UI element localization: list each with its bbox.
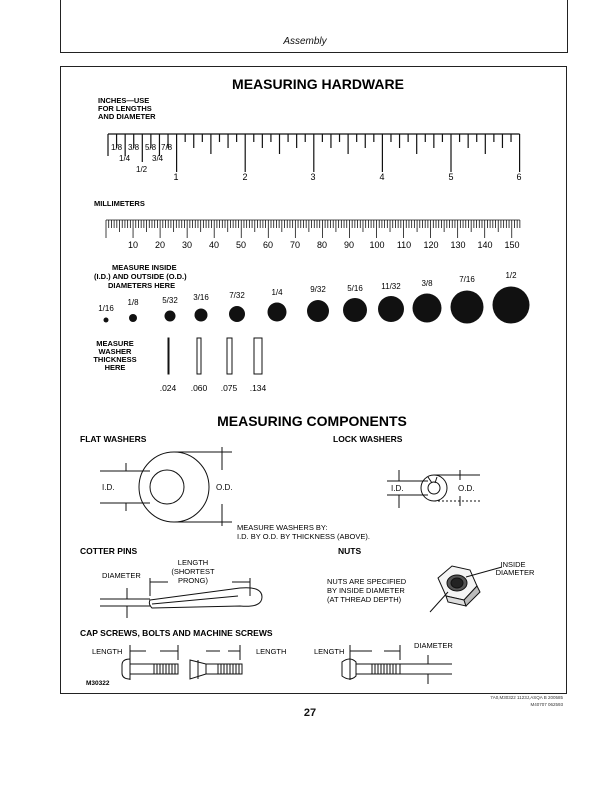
svg-text:11/32: 11/32 <box>381 282 401 291</box>
svg-text:140: 140 <box>477 240 493 250</box>
flat-washer-drawing <box>100 447 232 526</box>
dot-3-16 <box>195 309 208 322</box>
hardware-title: MEASURING HARDWARE <box>232 76 404 92</box>
ref-code: 7A0,M30322 1123J,ASQA B 200585 <box>490 695 563 700</box>
svg-text:70: 70 <box>289 240 301 250</box>
screw2-length-label: LENGTH <box>256 647 287 656</box>
svg-text:INCHES—USE: INCHES—USE <box>98 96 150 105</box>
thickness-024 <box>168 338 169 374</box>
dot-9-32 <box>307 300 329 322</box>
diameter-label <box>94 263 187 290</box>
svg-text:1/4: 1/4 <box>271 288 283 297</box>
svg-text:120: 120 <box>423 240 439 250</box>
inside-diameter-label <box>496 560 535 577</box>
inch-frac-1-8: 1/8 <box>111 143 123 152</box>
svg-text:130: 130 <box>450 240 466 250</box>
svg-text:.134: .134 <box>249 383 267 393</box>
svg-text:.024: .024 <box>159 383 177 393</box>
components-title: MEASURING COMPONENTS <box>217 413 407 429</box>
mm-number-labels <box>128 240 520 250</box>
inch-frac-5-8: 5/8 <box>145 143 157 152</box>
svg-text:10: 10 <box>127 240 139 250</box>
svg-text:20: 20 <box>154 240 166 250</box>
dot-1-16 <box>104 318 109 323</box>
thickness-label <box>93 339 136 372</box>
lock-washer-od-label: O.D. <box>458 484 475 493</box>
svg-text:6: 6 <box>516 172 522 182</box>
dot-1-4 <box>268 303 287 322</box>
flat-washer-id-label: I.D. <box>102 483 115 492</box>
svg-text:30: 30 <box>181 240 193 250</box>
lock-washer-id-label: I.D. <box>391 484 404 493</box>
inch-frac-7-8: 7/8 <box>161 143 173 152</box>
dot-7-16 <box>451 291 484 324</box>
screw-diameter-label: DIAMETER <box>414 641 453 650</box>
svg-text:(I.D.) AND OUTSIDE (O.D.): (I.D.) AND OUTSIDE (O.D.) <box>94 272 187 281</box>
ref-code-2: M40707 062593 <box>530 702 563 707</box>
screw3-length-label: LENGTH <box>314 647 345 656</box>
svg-text:1/16: 1/16 <box>98 304 114 313</box>
svg-text:100: 100 <box>369 240 385 250</box>
dot-5-32 <box>165 311 176 322</box>
svg-text:1: 1 <box>173 172 179 182</box>
flat-washer-od-label: O.D. <box>216 483 233 492</box>
svg-text:9/32: 9/32 <box>310 285 326 294</box>
svg-text:NUTS ARE SPECIFIED: NUTS ARE SPECIFIED <box>327 577 407 586</box>
cap-screws-title: CAP SCREWS, BOLTS AND MACHINE SCREWS <box>80 628 273 638</box>
inch-label <box>98 96 156 121</box>
thickness-075 <box>227 338 232 374</box>
svg-text:THICKNESS: THICKNESS <box>93 355 137 364</box>
nuts-title: NUTS <box>338 546 362 556</box>
svg-text:60: 60 <box>262 240 274 250</box>
svg-text:5/32: 5/32 <box>162 296 178 305</box>
inch-frac-3-4: 3/4 <box>152 154 164 163</box>
svg-text:3: 3 <box>310 172 316 182</box>
svg-text:150: 150 <box>504 240 520 250</box>
svg-text:MEASURE INSIDE: MEASURE INSIDE <box>112 263 177 272</box>
svg-text:MEASURE: MEASURE <box>96 339 134 348</box>
svg-text:3/8: 3/8 <box>421 279 433 288</box>
dot-1-8 <box>129 314 137 322</box>
svg-text:LENGTH: LENGTH <box>177 558 209 567</box>
svg-text:5: 5 <box>448 172 454 182</box>
svg-text:(AT THREAD DEPTH): (AT THREAD DEPTH) <box>327 595 402 604</box>
inch-ruler <box>108 134 520 172</box>
section-title: Assembly <box>283 36 327 47</box>
svg-text:DIAMETERS HERE: DIAMETERS HERE <box>108 281 176 290</box>
screw1-length-label: LENGTH <box>92 647 123 656</box>
cotter-length-label <box>171 558 215 585</box>
svg-text:2: 2 <box>242 172 248 182</box>
flat-washers-title: FLAT WASHERS <box>80 434 147 444</box>
dot-7-32 <box>229 306 245 322</box>
nuts-note <box>327 577 407 604</box>
svg-text:BY INSIDE DIAMETER: BY INSIDE DIAMETER <box>327 586 405 595</box>
svg-text:INSIDE: INSIDE <box>500 560 526 569</box>
nut-drawing <box>430 566 502 612</box>
inch-frac-1-4: 1/4 <box>119 154 131 163</box>
svg-text:1/2: 1/2 <box>505 271 517 280</box>
thickness-values <box>160 383 267 393</box>
mm-label: MILLIMETERS <box>94 199 145 208</box>
inch-frac-1-2: 1/2 <box>136 165 148 174</box>
mm-ruler <box>106 220 520 238</box>
svg-text:MEASURE WASHERS BY:: MEASURE WASHERS BY: <box>237 523 328 532</box>
svg-text:40: 40 <box>208 240 220 250</box>
svg-text:PRONG): PRONG) <box>178 576 208 585</box>
svg-text:110: 110 <box>396 240 412 250</box>
svg-text:WASHER: WASHER <box>98 347 132 356</box>
dot-5-16 <box>343 298 367 322</box>
thickness-134 <box>254 338 262 374</box>
svg-text:I.D. BY O.D. BY THICKNESS (ABO: I.D. BY O.D. BY THICKNESS (ABOVE). <box>237 532 370 541</box>
svg-text:(SHORTEST: (SHORTEST <box>171 567 215 576</box>
page-number: 27 <box>303 707 317 719</box>
svg-text:5/16: 5/16 <box>347 284 363 293</box>
svg-text:.060: .060 <box>190 383 208 393</box>
svg-text:DIAMETER: DIAMETER <box>495 568 535 577</box>
cotter-pins-title: COTTER PINS <box>80 546 138 556</box>
svg-text:90: 90 <box>343 240 355 250</box>
svg-text:3/16: 3/16 <box>193 293 209 302</box>
svg-text:4: 4 <box>379 172 385 182</box>
washer-note <box>237 523 370 541</box>
svg-text:AND DIAMETER: AND DIAMETER <box>98 112 156 121</box>
svg-text:.075: .075 <box>220 383 238 393</box>
thickness-060 <box>197 338 201 374</box>
svg-text:50: 50 <box>235 240 247 250</box>
svg-text:HERE: HERE <box>104 363 126 372</box>
svg-text:1/8: 1/8 <box>127 298 139 307</box>
inch-number-labels <box>173 172 521 182</box>
svg-text:7/32: 7/32 <box>229 291 245 300</box>
thickness-bars <box>168 338 262 374</box>
svg-text:80: 80 <box>316 240 328 250</box>
cap-screw-drawings <box>122 645 452 684</box>
dot-11-32 <box>378 296 404 322</box>
cotter-diameter-label: DIAMETER <box>102 571 141 580</box>
svg-text:FOR LENGTHS: FOR LENGTHS <box>98 104 152 113</box>
inch-frac-3-8: 3/8 <box>128 143 140 152</box>
dot-3-8 <box>413 294 442 323</box>
lock-washers-title: LOCK WASHERS <box>333 434 403 444</box>
dot-1-2 <box>493 287 530 324</box>
svg-text:7/16: 7/16 <box>459 275 475 284</box>
figure-id: M30322 <box>86 680 110 687</box>
